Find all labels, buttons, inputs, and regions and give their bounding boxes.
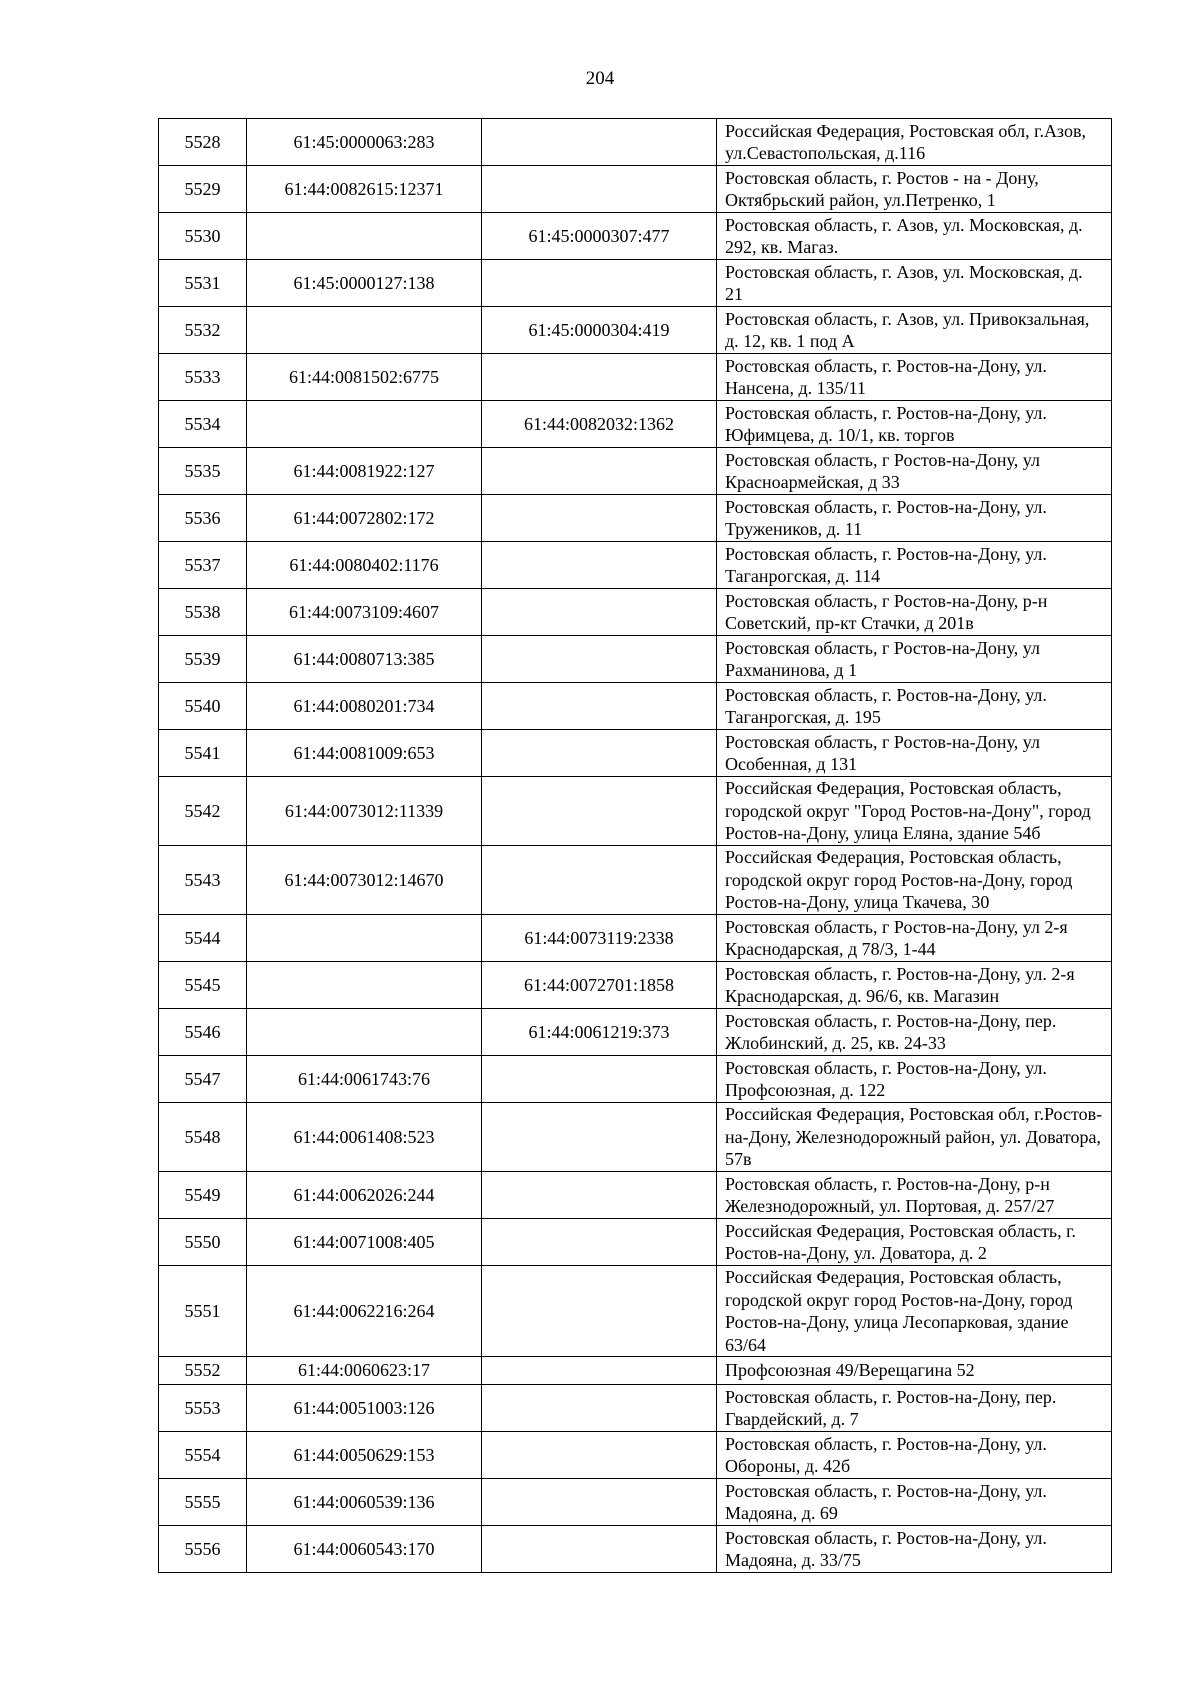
land-cadastral-number-cell (247, 962, 482, 1009)
land-cadastral-number-cell: 61:44:0081922:127 (247, 448, 482, 495)
address-cell: Ростовская область, г. Ростов-на-Дону, ул. Таганрогская, д. 114 (717, 542, 1112, 589)
row-number-cell: 5556 (159, 1526, 247, 1573)
table-row (159, 495, 1112, 542)
object-cadastral-number-cell (482, 1103, 717, 1172)
object-cadastral-number-cell (482, 1219, 717, 1266)
table-row (159, 1172, 1112, 1219)
address-cell: Ростовская область, г. Ростов-на-Дону, ул. Обороны, д. 42б (717, 1432, 1112, 1479)
address-cell: Российская Федерация, Ростовская обл, г.Ростов-на-Дону, Железнодорожный район, ул. Доватора, 57в (717, 1103, 1112, 1172)
table-row (159, 542, 1112, 589)
land-cadastral-number-cell: 61:44:0080201:734 (247, 683, 482, 730)
row-number-cell: 5534 (159, 401, 247, 448)
address-cell: Ростовская область, г. Ростов - на - Дону, Октябрьский район, ул.Петренко, 1 (717, 166, 1112, 213)
object-cadastral-number-cell (482, 495, 717, 542)
row-number-cell: 5533 (159, 354, 247, 401)
land-cadastral-number-cell: 61:44:0062216:264 (247, 1266, 482, 1357)
row-number-cell: 5547 (159, 1056, 247, 1103)
row-number-cell: 5539 (159, 636, 247, 683)
land-cadastral-number-cell: 61:44:0051003:126 (247, 1385, 482, 1432)
address-cell: Ростовская область, г. Ростов-на-Дону, ул. Таганрогская, д. 195 (717, 683, 1112, 730)
table-row (159, 1219, 1112, 1266)
land-cadastral-number-cell: 61:44:0050629:153 (247, 1432, 482, 1479)
table-row (159, 401, 1112, 448)
row-number-cell: 5542 (159, 777, 247, 846)
land-cadastral-number-cell: 61:44:0081009:653 (247, 730, 482, 777)
land-cadastral-number-cell: 61:44:0060623:17 (247, 1357, 482, 1385)
land-cadastral-number-cell: 61:44:0073109:4607 (247, 589, 482, 636)
table-row (159, 354, 1112, 401)
address-cell: Ростовская область, г. Ростов-на-Дону, ул. Мадояна, д. 33/75 (717, 1526, 1112, 1573)
table-row (159, 448, 1112, 495)
table-row (159, 1526, 1112, 1573)
address-cell: Ростовская область, г Ростов-на-Дону, ул Красноармейская, д 33 (717, 448, 1112, 495)
address-cell: Ростовская область, г. Ростов-на-Дону, пер. Жлобинский, д. 25, кв. 24-33 (717, 1009, 1112, 1056)
object-cadastral-number-cell (482, 589, 717, 636)
row-number-cell: 5549 (159, 1172, 247, 1219)
table-row (159, 1385, 1112, 1432)
land-cadastral-number-cell: 61:44:0061743:76 (247, 1056, 482, 1103)
land-cadastral-number-cell: 61:44:0073012:11339 (247, 777, 482, 846)
address-cell: Ростовская область, г. Азов, ул. Привокзальная, д. 12, кв. 1 под А (717, 307, 1112, 354)
land-cadastral-number-cell: 61:44:0082615:12371 (247, 166, 482, 213)
object-cadastral-number-cell (482, 1526, 717, 1573)
table-row (159, 1056, 1112, 1103)
land-cadastral-number-cell (247, 307, 482, 354)
address-cell: Ростовская область, г Ростов-на-Дону, ул Особенная, д 131 (717, 730, 1112, 777)
row-number-cell: 5553 (159, 1385, 247, 1432)
row-number-cell: 5554 (159, 1432, 247, 1479)
address-cell: Ростовская область, г. Ростов-на-Дону, ул. Мадояна, д. 69 (717, 1479, 1112, 1526)
row-number-cell: 5546 (159, 1009, 247, 1056)
land-cadastral-number-cell: 61:44:0073012:14670 (247, 846, 482, 915)
address-cell: Ростовская область, г Ростов-на-Дону, р-н Советский, пр-кт Стачки, д 201в (717, 589, 1112, 636)
row-number-cell: 5537 (159, 542, 247, 589)
address-cell: Российская Федерация, Ростовская область, г. Ростов-на-Дону, ул. Доватора, д. 2 (717, 1219, 1112, 1266)
table-row (159, 1432, 1112, 1479)
object-cadastral-number-cell (482, 1357, 717, 1385)
land-cadastral-number-cell: 61:44:0072802:172 (247, 495, 482, 542)
table-row (159, 915, 1112, 962)
table-row (159, 1009, 1112, 1056)
table-row (159, 636, 1112, 683)
row-number-cell: 5544 (159, 915, 247, 962)
address-cell: Российская Федерация, Ростовская область, городской округ "Город Ростов-на-Дону", город Ростов-на-Дону, улица Еляна, здание 54б (717, 777, 1112, 846)
row-number-cell: 5529 (159, 166, 247, 213)
table-row (159, 166, 1112, 213)
land-cadastral-number-cell: 61:44:0060543:170 (247, 1526, 482, 1573)
object-cadastral-number-cell: 61:45:0000304:419 (482, 307, 717, 354)
row-number-cell: 5531 (159, 260, 247, 307)
row-number-cell: 5532 (159, 307, 247, 354)
object-cadastral-number-cell: 61:44:0072701:1858 (482, 962, 717, 1009)
object-cadastral-number-cell (482, 166, 717, 213)
land-cadastral-number-cell: 61:45:0000127:138 (247, 260, 482, 307)
table-row (159, 730, 1112, 777)
registry-table (158, 118, 1112, 1573)
object-cadastral-number-cell (482, 636, 717, 683)
address-cell: Ростовская область, г. Ростов-на-Дону, пер. Гвардейский, д. 7 (717, 1385, 1112, 1432)
row-number-cell: 5528 (159, 119, 247, 166)
object-cadastral-number-cell (482, 683, 717, 730)
land-cadastral-number-cell (247, 401, 482, 448)
table-row (159, 846, 1112, 915)
address-cell: Ростовская область, г. Азов, ул. Московская, д. 292, кв. Магаз. (717, 213, 1112, 260)
row-number-cell: 5551 (159, 1266, 247, 1357)
object-cadastral-number-cell: 61:45:0000307:477 (482, 213, 717, 260)
row-number-cell: 5543 (159, 846, 247, 915)
table-row (159, 589, 1112, 636)
row-number-cell: 5540 (159, 683, 247, 730)
table-row (159, 260, 1112, 307)
row-number-cell: 5550 (159, 1219, 247, 1266)
object-cadastral-number-cell (482, 119, 717, 166)
object-cadastral-number-cell (482, 1056, 717, 1103)
address-cell: Ростовская область, г. Ростов-на-Дону, ул. Юфимцева, д. 10/1, кв. торгов (717, 401, 1112, 448)
object-cadastral-number-cell (482, 542, 717, 589)
land-cadastral-number-cell (247, 915, 482, 962)
address-cell: Ростовская область, г Ростов-на-Дону, ул 2-я Краснодарская, д 78/3, 1-44 (717, 915, 1112, 962)
row-number-cell: 5552 (159, 1357, 247, 1385)
object-cadastral-number-cell (482, 1385, 717, 1432)
object-cadastral-number-cell (482, 1479, 717, 1526)
address-cell: Ростовская область, г. Азов, ул. Московская, д. 21 (717, 260, 1112, 307)
table-row (159, 962, 1112, 1009)
address-cell: Ростовская область, г. Ростов-на-Дону, ул. 2-я Краснодарская, д. 96/6, кв. Магазин (717, 962, 1112, 1009)
table-row (159, 1266, 1112, 1357)
address-cell: Ростовская область, г. Ростов-на-Дону, ул. Тружеников, д. 11 (717, 495, 1112, 542)
row-number-cell: 5545 (159, 962, 247, 1009)
land-cadastral-number-cell: 61:44:0080402:1176 (247, 542, 482, 589)
land-cadastral-number-cell: 61:45:0000063:283 (247, 119, 482, 166)
land-cadastral-number-cell: 61:44:0062026:244 (247, 1172, 482, 1219)
address-cell: Ростовская область, г. Ростов-на-Дону, ул. Профсоюзная, д. 122 (717, 1056, 1112, 1103)
land-cadastral-number-cell (247, 213, 482, 260)
address-cell: Ростовская область, г. Ростов-на-Дону, р-н Железнодорожный, ул. Портовая, д. 257/27 (717, 1172, 1112, 1219)
table-row (159, 683, 1112, 730)
row-number-cell: 5538 (159, 589, 247, 636)
row-number-cell: 5530 (159, 213, 247, 260)
page-number: 204 (585, 68, 615, 89)
table-row (159, 777, 1112, 846)
address-cell: Ростовская область, г Ростов-на-Дону, ул Рахманинова, д 1 (717, 636, 1112, 683)
table-row (159, 213, 1112, 260)
object-cadastral-number-cell (482, 730, 717, 777)
address-cell: Российская Федерация, Ростовская обл, г.Азов, ул.Севастопольская, д.116 (717, 119, 1112, 166)
row-number-cell: 5548 (159, 1103, 247, 1172)
address-cell: Российская Федерация, Ростовская область, городской округ город Ростов-на-Дону, город Ростов-на-Дону, улица Ткачева, 30 (717, 846, 1112, 915)
object-cadastral-number-cell (482, 260, 717, 307)
table-row (159, 1479, 1112, 1526)
land-cadastral-number-cell (247, 1009, 482, 1056)
row-number-cell: 5541 (159, 730, 247, 777)
table-row (159, 307, 1112, 354)
land-cadastral-number-cell: 61:44:0061408:523 (247, 1103, 482, 1172)
table-row (159, 1103, 1112, 1172)
object-cadastral-number-cell: 61:44:0073119:2338 (482, 915, 717, 962)
table-row (159, 1357, 1112, 1385)
object-cadastral-number-cell: 61:44:0082032:1362 (482, 401, 717, 448)
object-cadastral-number-cell (482, 354, 717, 401)
object-cadastral-number-cell (482, 1266, 717, 1357)
object-cadastral-number-cell (482, 846, 717, 915)
row-number-cell: 5535 (159, 448, 247, 495)
address-cell: Российская Федерация, Ростовская область, городской округ город Ростов-на-Дону, город Ростов-на-Дону, улица Лесопарковая, здание 63/64 (717, 1266, 1112, 1357)
row-number-cell: 5555 (159, 1479, 247, 1526)
object-cadastral-number-cell (482, 1432, 717, 1479)
registry-table-body (159, 119, 1112, 1573)
address-cell: Профсоюзная 49/Верещагина 52 (717, 1357, 1112, 1385)
land-cadastral-number-cell: 61:44:0071008:405 (247, 1219, 482, 1266)
object-cadastral-number-cell (482, 448, 717, 495)
row-number-cell: 5536 (159, 495, 247, 542)
object-cadastral-number-cell (482, 1172, 717, 1219)
object-cadastral-number-cell: 61:44:0061219:373 (482, 1009, 717, 1056)
address-cell: Ростовская область, г. Ростов-на-Дону, ул. Нансена, д. 135/11 (717, 354, 1112, 401)
table-row (159, 119, 1112, 166)
land-cadastral-number-cell: 61:44:0080713:385 (247, 636, 482, 683)
land-cadastral-number-cell: 61:44:0060539:136 (247, 1479, 482, 1526)
land-cadastral-number-cell: 61:44:0081502:6775 (247, 354, 482, 401)
object-cadastral-number-cell (482, 777, 717, 846)
